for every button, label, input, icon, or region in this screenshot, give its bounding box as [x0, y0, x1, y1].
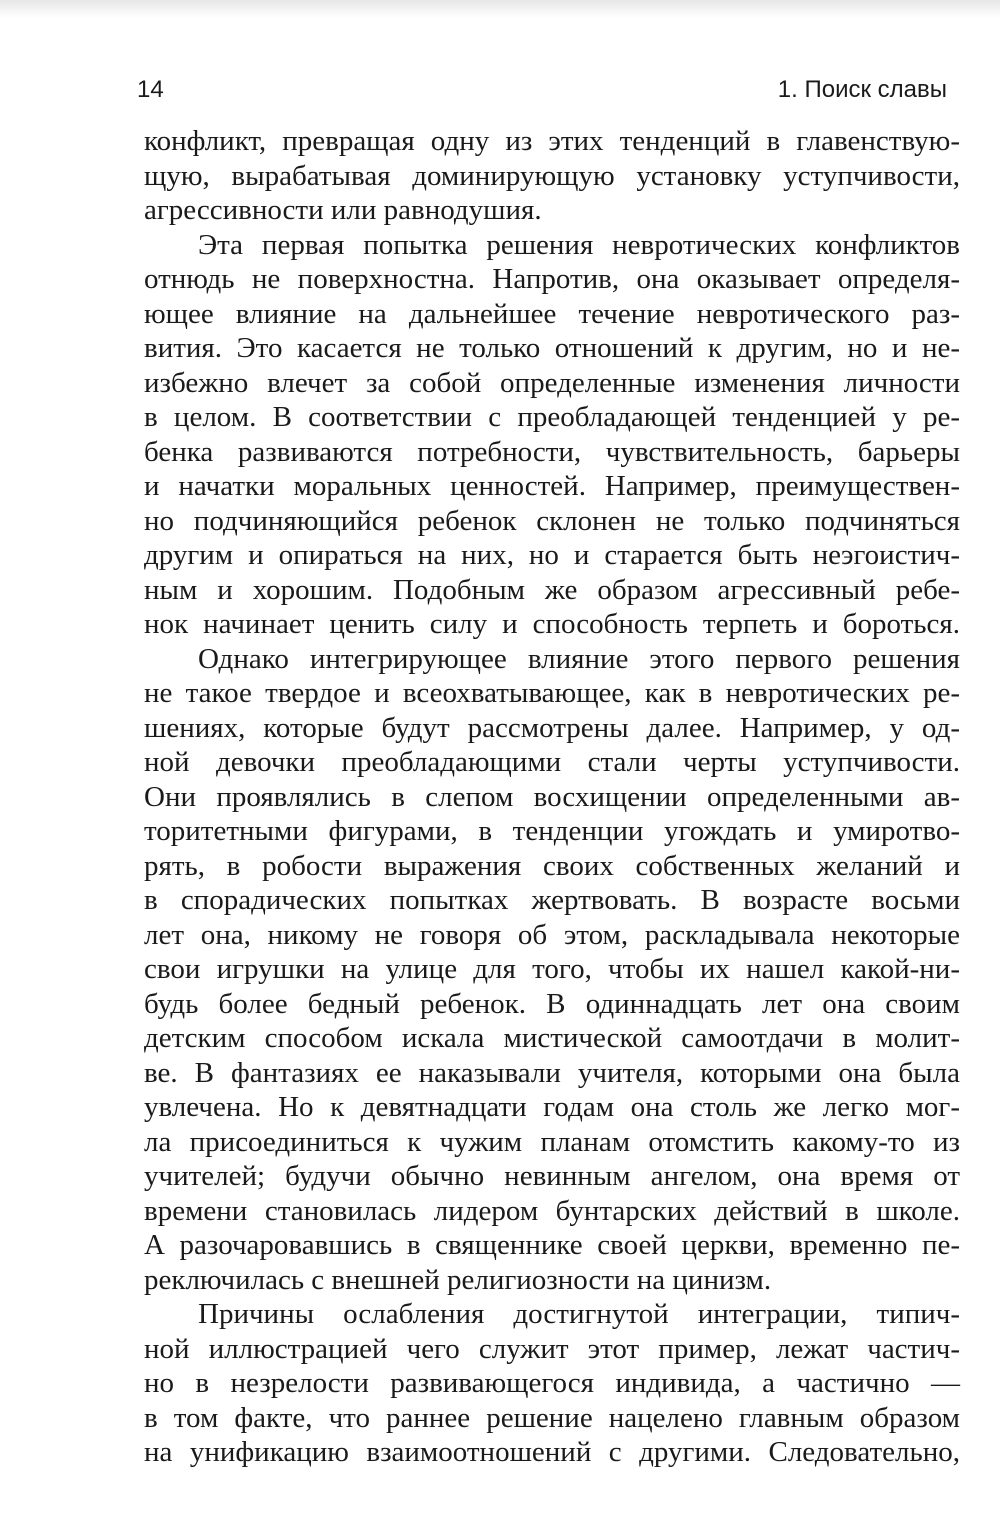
text-line: будь более бедный ребенок. В одиннадцать лет она своим	[144, 987, 960, 1020]
text-line: избежно влечет за собой определенные изменения личности	[144, 366, 960, 399]
text-line: Однако интегрирующее влияние этого первого решения	[198, 642, 960, 675]
text-line: но в незрелости развивающегося индивида, а частично —	[144, 1367, 960, 1399]
text-line: учителей; будучи обычно невинным ангелом, она время от	[144, 1160, 960, 1192]
text-line: не такое твердое и всеохватывающее, как в невротических ре-	[144, 677, 960, 709]
text-line: в целом. В соответствии с преобладающей тенденцией у ре-	[144, 401, 960, 433]
text-line: вития. Это касается не только отношений к другим, но и не-	[144, 332, 960, 364]
text-line: свои игрушки на улице для того, чтобы их нашел какой-ни-	[144, 953, 960, 985]
text-line: и начатки моральных ценностей. Например, преимуществен-	[144, 470, 960, 502]
text-line: отнюдь не поверхностна. Напротив, она оказывает определя-	[144, 263, 960, 295]
text-line: Они проявлялись в слепом восхищении определенными ав-	[144, 780, 960, 813]
text-line: времени становилась лидером бунтарских действий в школе.	[144, 1194, 960, 1227]
text-line: на унификацию взаимоотношений с другими. Следовательно,	[144, 1436, 960, 1468]
text-line: ной девочки преобладающими стали черты уступчивости.	[144, 746, 960, 778]
text-line: реключилась с внешней религиозности на цинизм.	[144, 1263, 772, 1296]
text-line: ной иллюстрацией чего служит этот пример, лежат частич-	[144, 1332, 960, 1365]
text-line: увлечена. Но к девятнадцати годам она столь же легко мог-	[144, 1091, 960, 1123]
body-text	[144, 124, 960, 1470]
text-line: бенка развиваются потребности, чувствительность, барьеры	[144, 435, 960, 468]
text-line: ющее влияние на дальнейшее течение невротического раз-	[144, 297, 960, 330]
text-line: нок начинает ценить силу и способность терпеть и бороться.	[144, 608, 960, 640]
text-line: ве. В фантазиях ее наказывали учителя, которыми она была	[144, 1056, 960, 1089]
text-line: ным и хорошим. Подобным же образом агрессивный ребе-	[144, 573, 960, 606]
text-line: детским способом искала мистической самоотдачи в молит-	[144, 1022, 960, 1054]
text-line: но подчиняющийся ребенок склонен не только подчиняться	[144, 504, 960, 537]
text-line: рять, в робости выражения своих собственных желаний и	[144, 849, 960, 882]
text-line: агрессивности или равнодушия.	[144, 194, 542, 226]
text-line: шениях, которые будут рассмотрены далее. Например, у од-	[144, 711, 960, 744]
text-line: Причины ослабления достигнутой интеграции, типич-	[198, 1298, 960, 1330]
scan-edge-shadow	[0, 0, 1000, 18]
text-line: другим и опираться на них, но и старается быть неэгоистич-	[144, 539, 960, 571]
text-line: торитетными фигурами, в тенденции угождать и умиротво-	[144, 815, 960, 847]
text-line: лет она, никому не говоря об этом, раскладывала некоторые	[144, 918, 960, 951]
text-line: ла присоединиться к чужим планам отомстить какому-то из	[144, 1125, 960, 1158]
running-head	[137, 74, 947, 106]
text-line: в спорадических попытках жертвовать. В возрасте восьми	[144, 884, 960, 916]
text-line: щую, вырабатывая доминирующую установку уступчивости,	[144, 159, 960, 192]
page-number: 14	[137, 76, 164, 103]
section-title: 1. Поиск славы	[777, 76, 947, 103]
text-line: конфликт, превращая одну из этих тенденций в главенствую-	[144, 125, 960, 157]
text-line: Эта первая попытка решения невротических конфликтов	[198, 228, 960, 261]
text-line: А разочаровавшись в священнике своей церкви, временно пе-	[144, 1229, 960, 1261]
text-line: в том факте, что раннее решение нацелено главным образом	[144, 1401, 960, 1434]
